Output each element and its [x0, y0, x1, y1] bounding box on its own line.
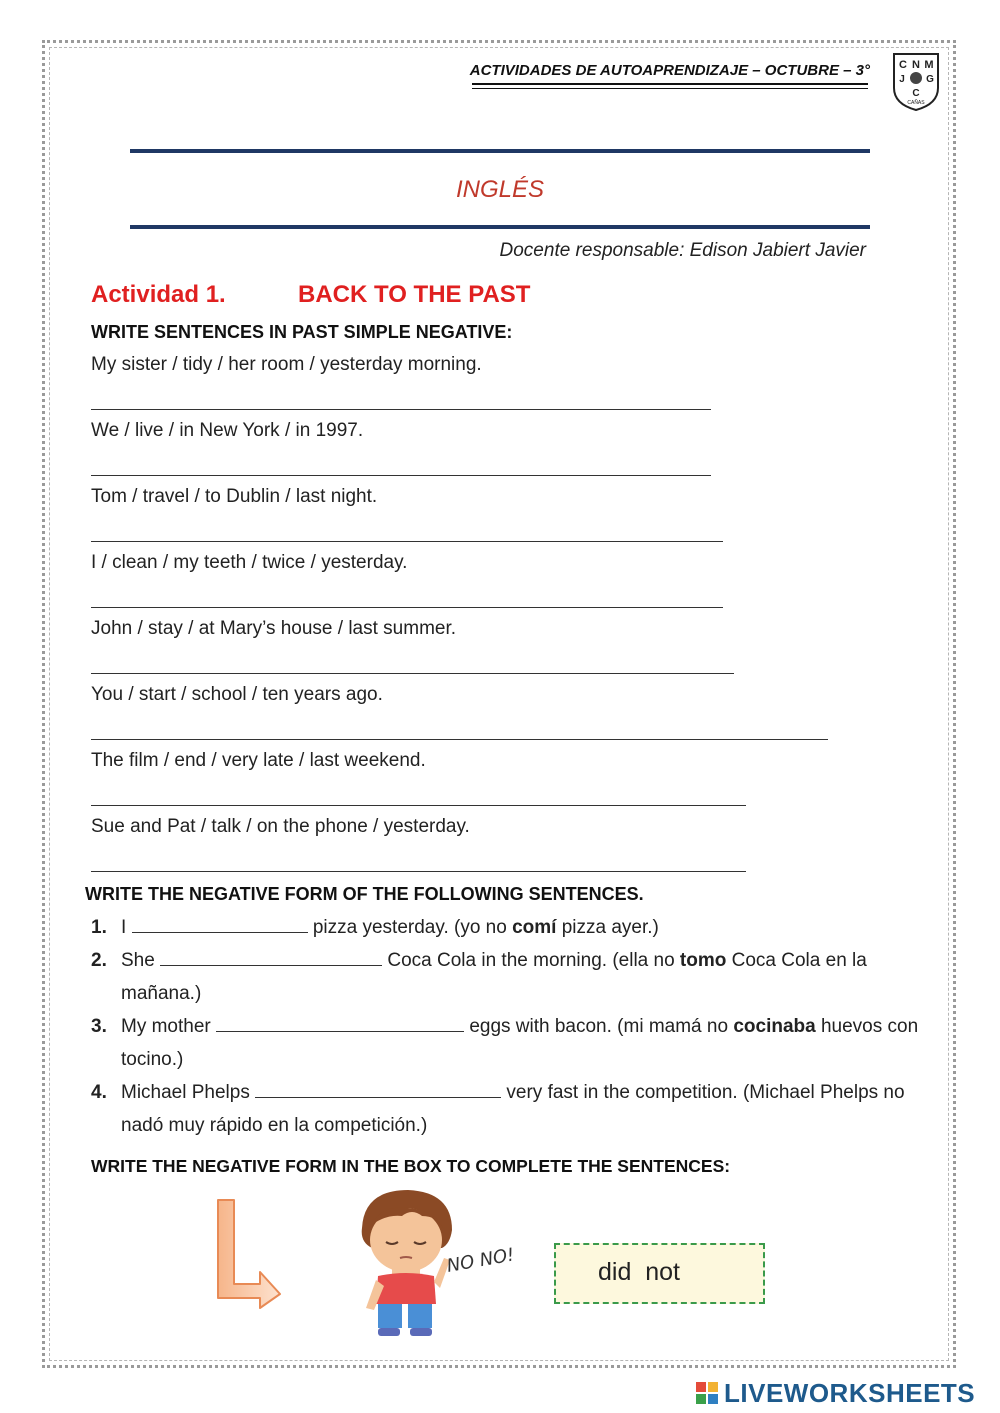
- teacher-name: Docente responsable: Edison Jabiert Javier: [499, 240, 866, 261]
- item-text: pizza yesterday. (yo no: [312, 917, 513, 938]
- exercise-item-2: [91, 944, 931, 1010]
- item-number: 4.: [91, 1082, 107, 1103]
- item-keyword: cocinaba: [733, 1016, 816, 1037]
- logo-letter: G: [926, 74, 934, 85]
- answer-line-8[interactable]: [91, 871, 746, 872]
- title-rule-top: [130, 149, 870, 153]
- activity-heading: [91, 281, 531, 309]
- item-text: very fast in the competition. (Michael Phelps no nadó muy rápido en la competición.): [121, 1082, 905, 1136]
- answer-line-1[interactable]: [91, 409, 711, 410]
- answer-line-7[interactable]: [91, 805, 746, 806]
- logo-letter: C: [912, 88, 920, 99]
- school-logo: [890, 48, 942, 112]
- activity-title: BACK TO THE PAST: [298, 281, 531, 308]
- header-underline: [472, 83, 868, 85]
- prompt-1: My sister / tidy / her room / yesterday morning.: [91, 354, 482, 375]
- exercise-item-3: [91, 1010, 931, 1076]
- item-text-end: huevos con tocino.): [121, 1016, 919, 1070]
- answer-line-2[interactable]: [91, 475, 711, 476]
- section2-instruction: WRITE THE NEGATIVE FORM OF THE FOLLOWING SENTENCES.: [85, 884, 644, 904]
- prompt-3: Tom / travel / to Dublin / last night.: [91, 486, 378, 507]
- brand-logo-icon: [696, 1382, 718, 1404]
- prompt-6: You / start / school / ten years ago.: [91, 684, 383, 705]
- liveworksheets-brand: [696, 1378, 975, 1409]
- prompt-5: John / stay / at Mary’s house / last summer.: [91, 618, 457, 639]
- prompt-7: The film / end / very late / last weekend.: [91, 750, 426, 771]
- section1-instruction: WRITE SENTENCES IN PAST SIMPLE NEGATIVE:: [91, 322, 513, 342]
- item-text-end: pizza ayer.): [556, 917, 659, 938]
- activity-label: Actividad 1.: [91, 281, 226, 308]
- item-subject: My mother: [121, 1016, 211, 1037]
- brand-name: LIVEWORKSHEETS: [724, 1378, 976, 1408]
- item-text: Coca Cola in the morning. (ella no: [387, 950, 680, 971]
- item-subject: I: [121, 917, 127, 938]
- item-text-end: Coca Cola en la mañana.): [121, 950, 867, 1004]
- item-keyword: tomo: [679, 950, 727, 971]
- l-arrow-icon: [210, 1196, 284, 1314]
- answer-blank-1[interactable]: [132, 914, 308, 933]
- answer-blank-4[interactable]: [255, 1079, 501, 1098]
- exercise-item-1: [91, 911, 931, 944]
- boy-saying-no-icon: [352, 1186, 517, 1344]
- item-subject: Michael Phelps: [121, 1082, 250, 1103]
- item-keyword: comí: [512, 917, 557, 938]
- item-text: eggs with bacon. (mi mamá no: [469, 1016, 734, 1037]
- header-underline-thin: [472, 88, 868, 89]
- prompt-8: Sue and Pat / talk / on the phone / yesterday.: [91, 816, 470, 837]
- answer-line-6[interactable]: [91, 739, 828, 740]
- answer-box[interactable]: did not: [554, 1243, 765, 1304]
- prompt-4: I / clean / my teeth / twice / yesterday.: [91, 552, 408, 573]
- prompt-2: We / live / in New York / in 1997.: [91, 420, 364, 441]
- item-subject: She: [121, 950, 155, 971]
- item-number: 1.: [91, 917, 107, 938]
- item-number: 3.: [91, 1016, 107, 1037]
- logo-letter: N: [912, 59, 920, 71]
- logo-letter: J: [899, 74, 905, 85]
- title-rule-bottom: [130, 225, 870, 229]
- subject-title: INGLÉS: [455, 176, 545, 203]
- logo-caption: CAÑAS: [907, 100, 925, 106]
- answer-line-3[interactable]: [91, 541, 723, 542]
- answer-blank-2[interactable]: [160, 947, 382, 966]
- section3-instruction: WRITE THE NEGATIVE FORM IN THE BOX TO COMPLETE THE SENTENCES:: [91, 1156, 731, 1176]
- logo-letter: C: [899, 59, 907, 71]
- logo-letter: M: [924, 59, 934, 71]
- answer-line-5[interactable]: [91, 673, 734, 674]
- worksheet-header: ACTIVIDADES DE AUTOAPRENDIZAJE – OCTUBRE – 3°: [469, 62, 870, 79]
- exercise-item-4: [91, 1076, 931, 1142]
- answer-blank-3[interactable]: [216, 1013, 464, 1032]
- answer-line-4[interactable]: [91, 607, 723, 608]
- speech-text: NO NO!: [445, 1244, 517, 1277]
- item-number: 2.: [91, 950, 107, 971]
